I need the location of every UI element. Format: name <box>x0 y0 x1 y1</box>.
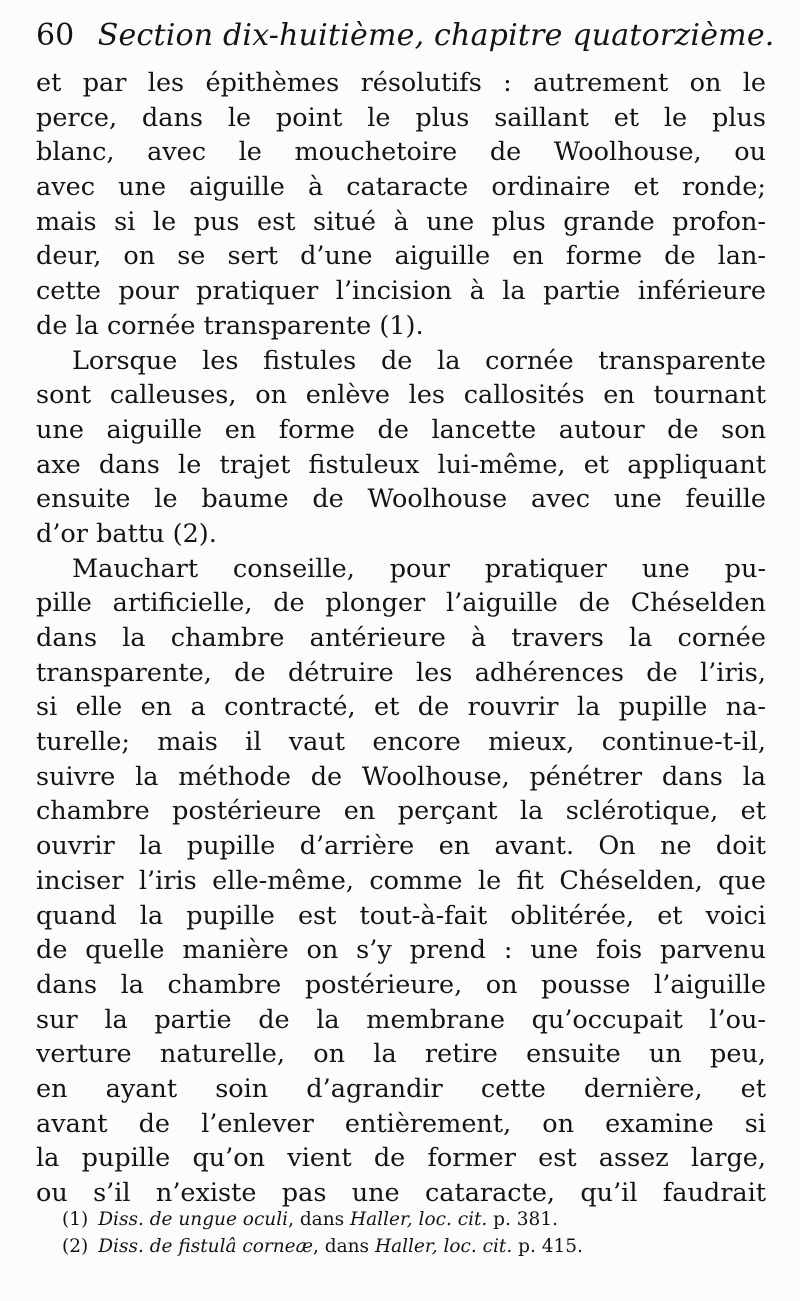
text-line: Lorsque les fistules de la cornée transparente <box>72 345 766 376</box>
text-line: d’or battu (2). <box>36 518 217 549</box>
text-line: la pupille qu’on vient de former est assez large, <box>36 1143 766 1174</box>
text-line: de la cornée transparente (1). <box>36 310 424 341</box>
footnote-mark: (2) <box>62 1236 89 1257</box>
footnote-reference: , loc. cit. <box>431 1236 513 1257</box>
text-line: dans la chambre postérieure, on pousse l’aiguille <box>36 969 766 1000</box>
text-line: verture naturelle, on la retire ensuite un peu, <box>36 1039 766 1070</box>
footnotes <box>62 1206 762 1260</box>
footnote-title: Diss. de fistulâ corneæ <box>98 1236 313 1257</box>
text-line: et par les épithèmes résolutifs : autrement on le <box>36 68 766 98</box>
text-line: cette pour pratiquer l’incision à la partie inférieure <box>36 276 766 307</box>
text-line: sur la partie de la membrane qu’occupait l’ou- <box>36 1004 766 1035</box>
text-line: si elle en a contracté, et de rouvrir la pupille na- <box>36 692 766 723</box>
text-line: dans la chambre antérieure à travers la cornée <box>36 623 766 653</box>
text-line: mais si le pus est situé à une plus grande profon- <box>36 206 766 237</box>
text-line: une aiguille en forme de lancette autour de son <box>36 414 766 445</box>
footnote <box>62 1206 762 1233</box>
text-line: sont calleuses, on enlève les callosités en tournant <box>36 380 766 411</box>
text-line: Mauchart conseille, pour pratiquer une pu- <box>72 553 766 584</box>
text-line: perce, dans le point le plus saillant et le plus <box>36 102 766 133</box>
footnote-author: Haller <box>374 1236 432 1257</box>
running-header <box>36 14 775 58</box>
text-line: chambre postérieure en perçant la sclérotique, et <box>36 796 766 827</box>
text-line: de quelle manière on s’y prend : une fois parvenu <box>36 935 766 966</box>
text-line: ensuite le baume de Woolhouse avec une feuille <box>36 484 766 515</box>
text-line: pille artificielle, de plonger l’aiguille de Chéselden <box>36 588 766 619</box>
footnote-reference: , loc. cit. <box>406 1209 488 1230</box>
footnote-page: p. 381. <box>487 1209 558 1230</box>
footnote-connector: , dans <box>313 1236 375 1257</box>
text-line: axe dans le trajet fistuleux lui-même, et appliquant <box>36 449 766 480</box>
text-line: avant de l’enlever entièrement, on examine si <box>36 1108 766 1139</box>
footnote-author: Haller <box>350 1209 407 1230</box>
footnote-page: p. 415. <box>512 1236 583 1257</box>
text-line: suivre la méthode de Woolhouse, pénétrer dans la <box>36 761 766 792</box>
page-number: 60 <box>36 18 75 53</box>
text-line: blanc, avec le mouchetoire de Woolhouse, ou <box>36 137 766 168</box>
text-line: avec une aiguille à cataracte ordinaire et ronde; <box>36 172 766 203</box>
text-line: ou s’il n’existe pas une cataracte, qu’il faudrait <box>36 1178 766 1208</box>
footnote-mark: (1) <box>62 1209 89 1230</box>
text-line: turelle; mais il vaut encore mieux, continue-t-il, <box>36 727 766 758</box>
text-line: transparente, de détruire les adhérences de l’iris, <box>36 657 766 688</box>
text-line: en ayant soin d’agrandir cette dernière, et <box>36 1073 766 1104</box>
footnote <box>62 1233 762 1260</box>
body-text <box>36 66 766 1211</box>
text-line: inciser l’iris elle-même, comme le fit Chéselden, que <box>36 865 766 896</box>
footnote-title: Diss. de ungue oculi <box>98 1209 289 1230</box>
running-title: Section dix-huitième, chapitre quatorzième. <box>97 18 775 53</box>
text-line: quand la pupille est tout-à-fait oblitérée, et voici <box>36 900 766 931</box>
text-line: ouvrir la pupille d’arrière en avant. On ne doit <box>36 831 766 862</box>
text-line: deur, on se sert d’une aiguille en forme de lan- <box>36 241 766 272</box>
footnote-connector: , dans <box>288 1209 350 1230</box>
